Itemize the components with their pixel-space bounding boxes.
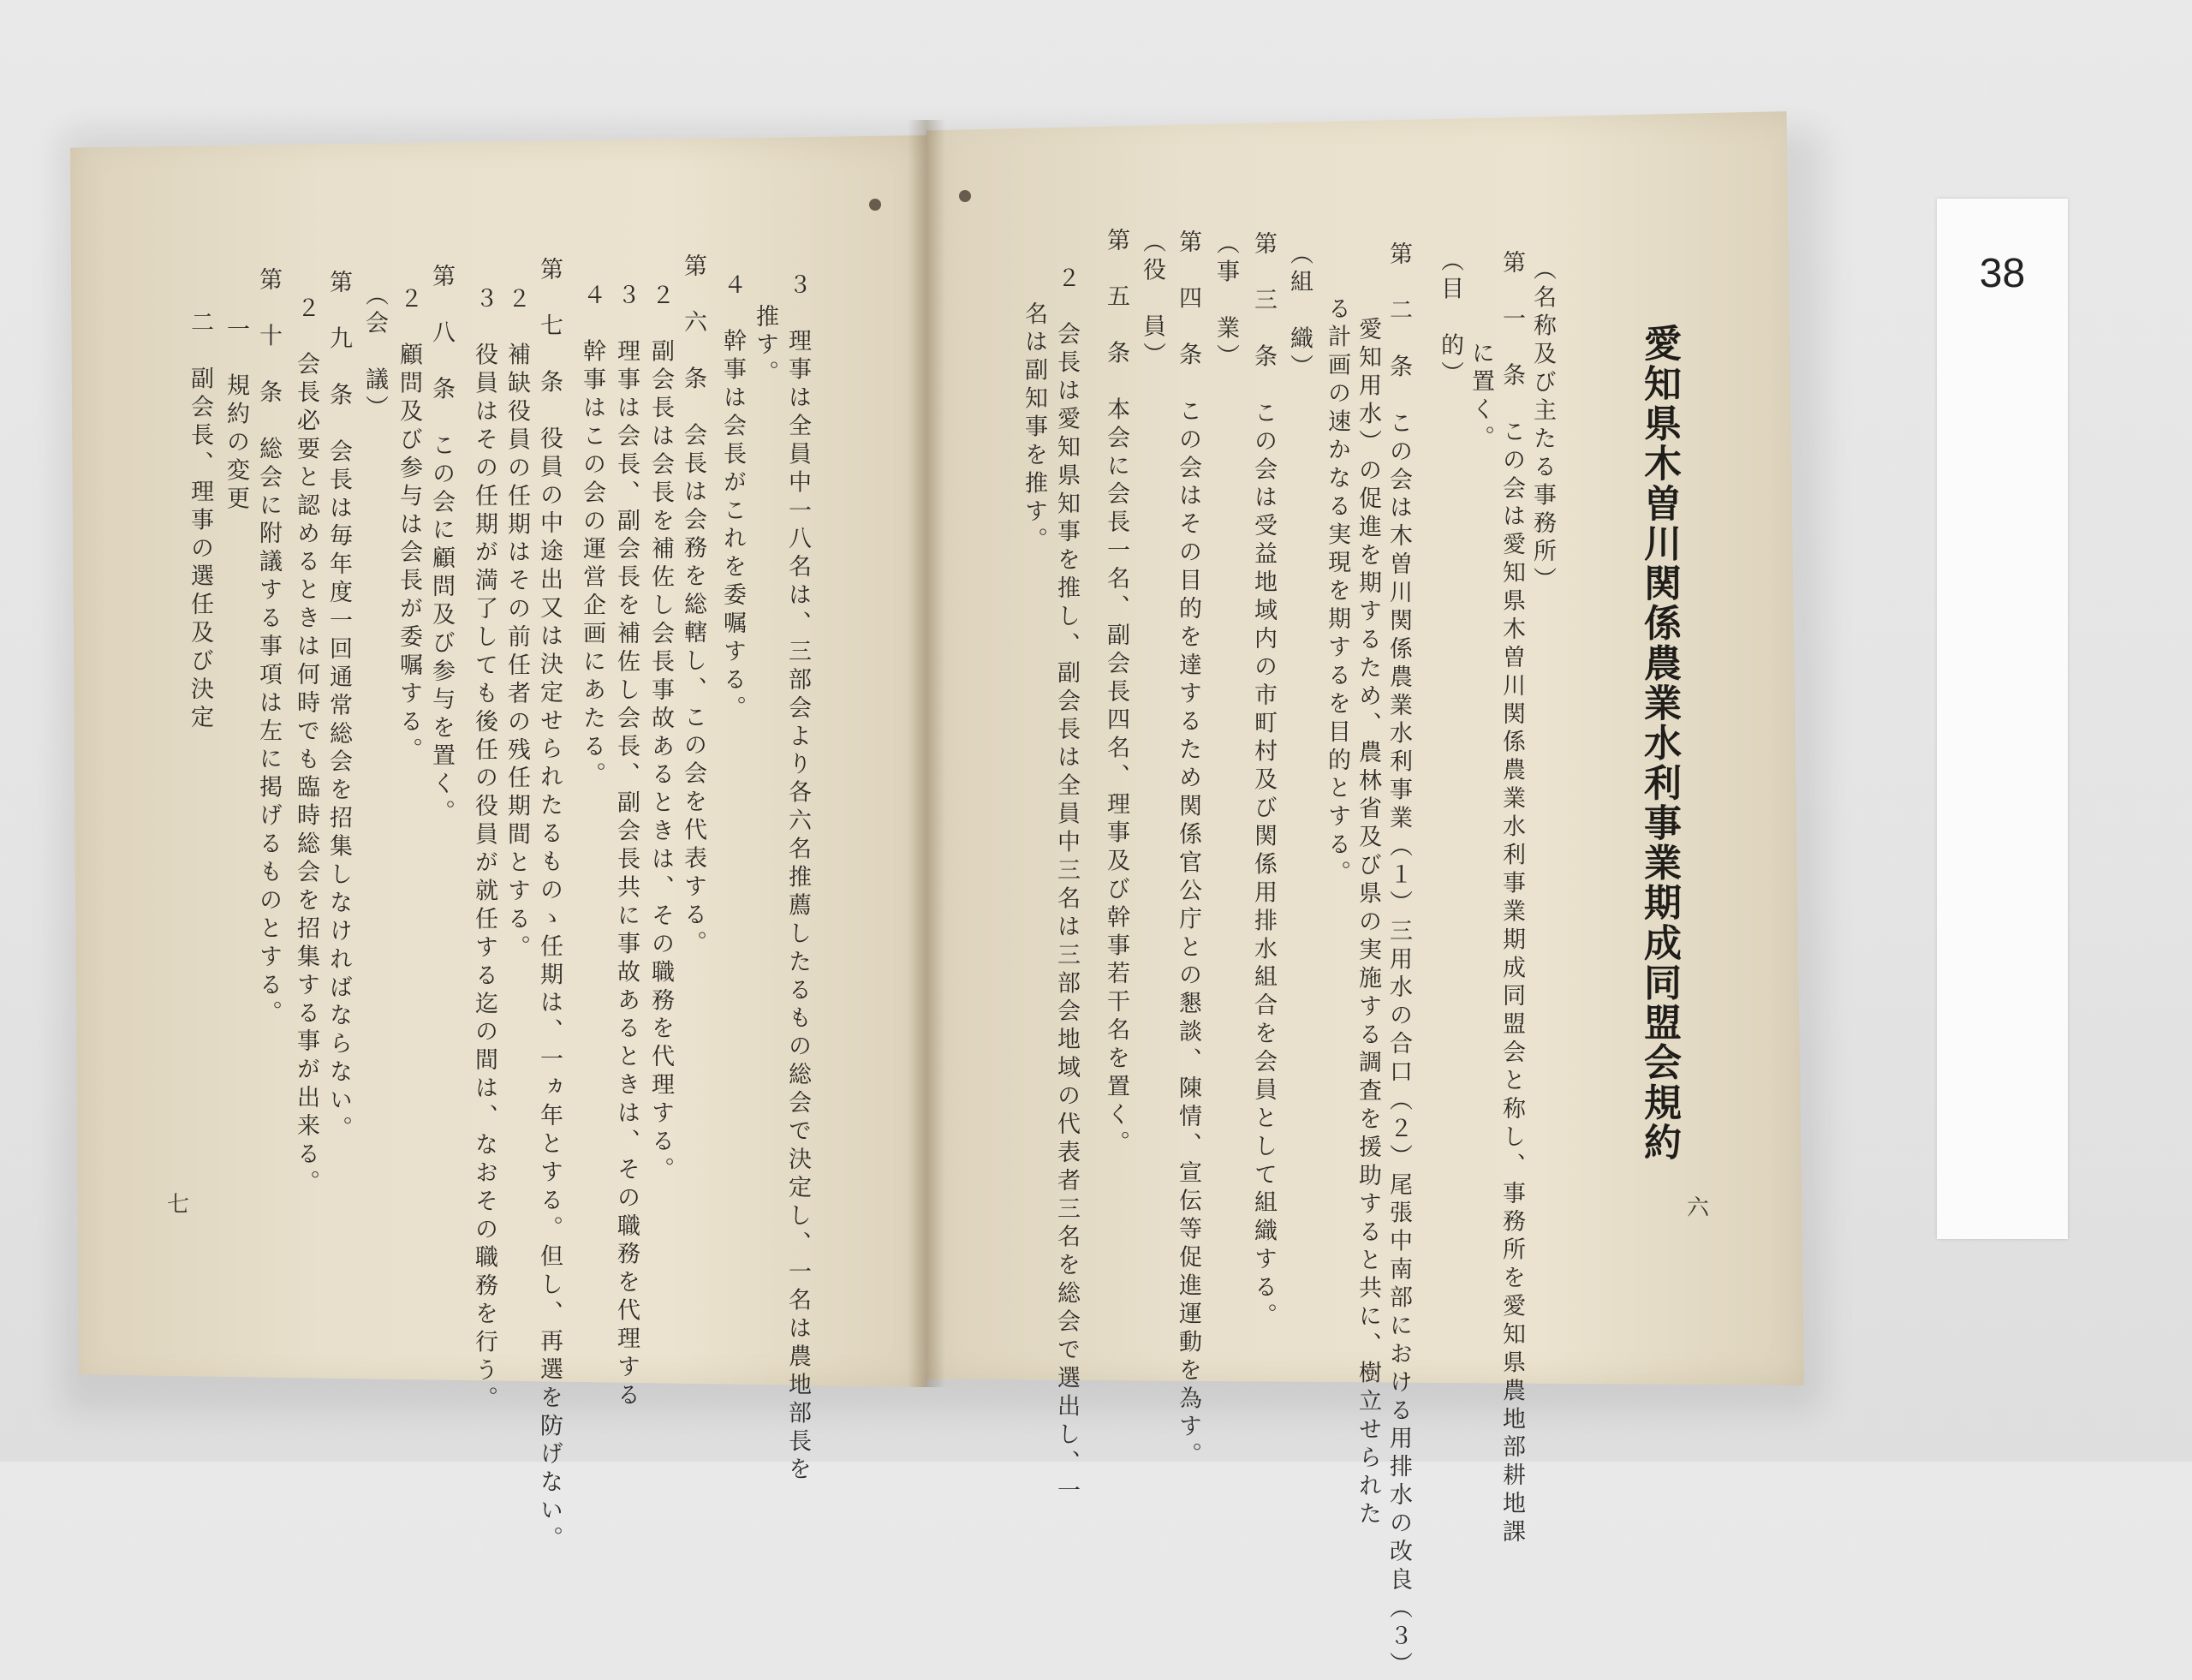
- right-line: 第 四 条 この会はその目的を達するため関係官公庁との懇談、陳情、宣伝等促進運動を為す。: [1175, 229, 1201, 1471]
- right-line: 第 三 条 この会は受益地域内の市町村及び関係用排水組合を会員として組織する。: [1250, 231, 1277, 1331]
- left-line: （会 議）: [361, 283, 388, 424]
- right-line: （組 織）: [1286, 241, 1313, 383]
- left-line: ４ 幹事は会長がこれを委嘱する。: [719, 272, 746, 724]
- binding-hole-left: [869, 199, 881, 211]
- right-line: （名称及び主たる事務所）: [1529, 257, 1556, 596]
- left-line: ４ 幹事はこの会の運営企画にあたる。: [579, 283, 605, 790]
- left-line: 二 副会長、理事の選任及び決定: [187, 310, 213, 734]
- right-line: る計画の速かなる実現を期するを目的とする。: [1324, 296, 1350, 889]
- right-line: ２ 会長は愛知県知事を推し、副会長は全員中三名は三部会地域の代表者三名を総会で選出し、一: [1053, 265, 1080, 1507]
- left-line: ２ 会長必要と認めるときは何時でも臨時総会を招集する事が出来る。: [293, 295, 319, 1199]
- left-line: ３ 理事は全員中一八名は、三部会より各六名推薦したるもの総会で決定し、一名は農地部長を: [784, 272, 811, 1486]
- right-line: に置く。: [1468, 341, 1494, 454]
- right-line: 愛知用水）の促進を期するため、農林省及び県の実施する調査を援助すると共に、樹立せられた: [1355, 317, 1381, 1530]
- archive-number-tag: [1937, 199, 2068, 1239]
- left-line: 第 八 条 この会に顧問及び参与を置く。: [428, 264, 455, 828]
- left-line: ３ 役員はその任期が満了しても後任の役員が就任する迄の間は、なおその職務を行う。: [471, 286, 497, 1415]
- left-line: 一 規約の変更: [223, 317, 249, 515]
- document-title: 愛知県木曽川関係農業水利事業期成同盟会規約: [1637, 324, 1681, 1163]
- book-gutter: [908, 120, 945, 1387]
- right-line: （事 業）: [1212, 231, 1239, 372]
- right-page-number: 六: [1687, 1195, 1710, 1221]
- right-line: 第 五 条 本会に会長一名、副会長四名、理事及び幹事若干名を置く。: [1103, 228, 1129, 1159]
- left-line: ２ 補缺役員の任期はその前任者の残任期間とする。: [503, 286, 530, 963]
- right-line: （役 員）: [1139, 229, 1165, 371]
- left-line: 第 十 条 総会に附議する事項は左に掲げるものとする。: [255, 267, 282, 1029]
- binding-hole-right: [959, 190, 971, 202]
- left-line: ２ 副会長は会長を補佐し会長事故あるときは、その職務を代理する。: [647, 283, 674, 1186]
- left-line: ３ 理事は会長、副会長を補佐し会長、副会長共に事故あるときは、その職務を代理する: [613, 283, 640, 1411]
- left-page-number: 七: [167, 1192, 190, 1218]
- left-line: 第 六 条 会長は会務を総轄し、この会を代表する。: [680, 253, 706, 959]
- left-line: 第 七 条 役員の中途出又は決定せられたるものゝ任期は、一ヵ年とする。但し、再選を防げない。: [536, 257, 563, 1555]
- right-line: 第 一 条 この会は愛知県木曽川関係農業水利事業期成同盟会と称し、事務所を愛知県農地部耕地課: [1498, 250, 1525, 1548]
- right-line: （目 的）: [1437, 248, 1463, 390]
- right-line: 名は副知事を推す。: [1021, 301, 1047, 556]
- left-line: ２ 顧問及び参与は会長が委嘱する。: [396, 286, 422, 766]
- left-line: 第 九 条 会長は毎年度一回通常総会を招集しなければならない。: [325, 270, 352, 1145]
- right-line: 第 二 条 この会は木曽川関係農業水利事業（１）三用水の合口（２）尾張中南部における用排水の改良（３）: [1385, 241, 1412, 1680]
- left-line: 推す。: [752, 304, 778, 389]
- archive-number: 38: [1979, 251, 2026, 296]
